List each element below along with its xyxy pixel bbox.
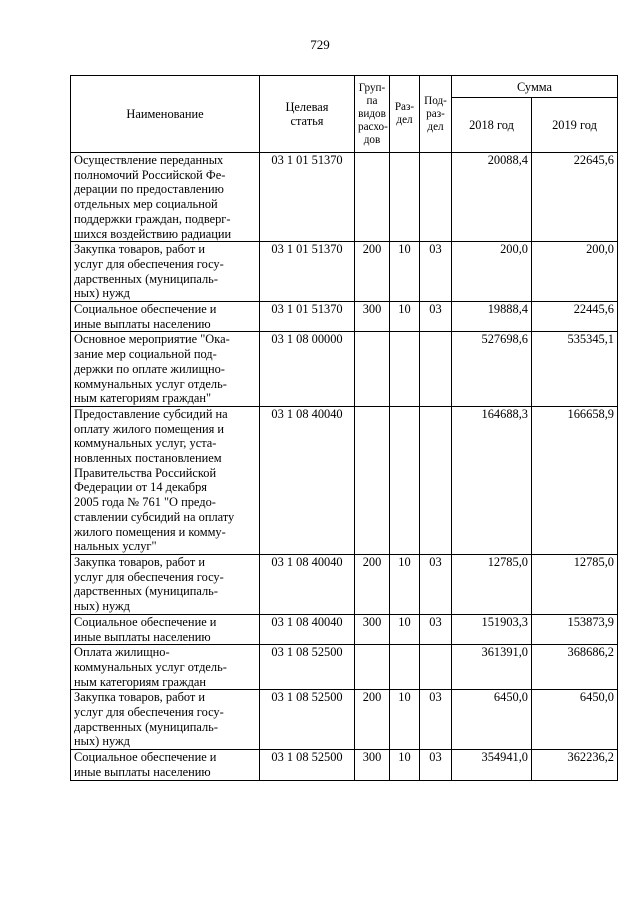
row-amount-2019: 12785,0 (532, 554, 618, 614)
row-name-line: 2005 года № 761 "О предо- (74, 495, 216, 510)
table-row (71, 302, 618, 332)
row-name-line: услуг для обеспечения госу- (74, 705, 224, 720)
table-row (71, 750, 618, 780)
row-section: 10 (390, 614, 420, 644)
row-expense-group (355, 153, 390, 242)
table-header (71, 76, 618, 153)
row-name (71, 153, 260, 242)
budget-table (70, 75, 618, 781)
header-section (390, 76, 420, 153)
row-amount-2018: 12785,0 (452, 554, 532, 614)
row-amount-2018: 164688,3 (452, 406, 532, 554)
row-expense-group (355, 406, 390, 554)
row-name-line: Осуществление переданных (74, 153, 224, 167)
row-amount-2018: 20088,4 (452, 153, 532, 242)
row-section (390, 645, 420, 690)
header-subsection-line: раз- (426, 107, 445, 120)
row-name-line: полномочий Российской Фе- (74, 167, 226, 182)
row-name-line: Социальное обеспечение и (74, 750, 217, 765)
row-amount-2018: 354941,0 (452, 750, 532, 780)
row-name (71, 690, 260, 750)
row-amount-2018: 361391,0 (452, 645, 532, 690)
row-name-line: ставлении субсидий на оплату (74, 509, 235, 524)
header-group-line: видов (358, 107, 386, 120)
row-name-line: дарственных (муниципаль- (74, 719, 218, 734)
row-name (71, 242, 260, 302)
row-name-line: Закупка товаров, работ и (74, 690, 206, 705)
row-amount-2019: 22645,6 (532, 153, 618, 242)
table-row (71, 153, 618, 242)
row-name (71, 750, 260, 780)
row-name-line: Социальное обеспечение и (74, 614, 217, 629)
row-name-line: ных) нужд (74, 734, 130, 749)
row-name (71, 614, 260, 644)
row-name-line: ным категориям граждан (74, 674, 207, 689)
row-section (390, 406, 420, 554)
row-expense-group: 300 (355, 750, 390, 780)
row-target-article: 03 1 08 52500 (260, 645, 355, 690)
page-number: 729 (310, 37, 330, 52)
row-name (71, 406, 260, 554)
row-name-line: дарственных (муниципаль- (74, 584, 218, 599)
row-section: 10 (390, 554, 420, 614)
row-name (71, 302, 260, 332)
header-group-line: расхо- (358, 120, 388, 133)
header-group-line: дов (363, 133, 381, 146)
header-subsection (420, 76, 452, 153)
row-name-line: новленных постановлением (74, 451, 222, 466)
row-target-article: 03 1 08 40040 (260, 614, 355, 644)
row-name-line: услуг для обеспечения госу- (74, 256, 224, 271)
header-target-line: Целевая (285, 100, 329, 114)
row-name (71, 554, 260, 614)
row-amount-2019: 153873,9 (532, 614, 618, 644)
table-row (71, 406, 618, 554)
row-subsection: 03 (420, 302, 452, 332)
table-row (71, 554, 618, 614)
header-subsection-line: дел (427, 120, 444, 133)
row-subsection (420, 153, 452, 242)
header-subsection-line: Под- (424, 94, 447, 107)
header-expense-group (355, 76, 390, 153)
row-name (71, 332, 260, 407)
table-row (71, 242, 618, 302)
row-name-line: иные выплаты населению (74, 316, 211, 331)
row-name-line: Оплата жилищно- (74, 645, 170, 660)
row-section: 10 (390, 302, 420, 332)
row-section (390, 153, 420, 242)
header-year-2019: 2019 год (532, 98, 618, 153)
row-target-article: 03 1 08 40040 (260, 554, 355, 614)
row-amount-2018: 200,0 (452, 242, 532, 302)
row-expense-group (355, 645, 390, 690)
table-row (71, 614, 618, 644)
row-name-line: поддержки граждан, подверг- (74, 211, 231, 226)
row-name-line: Основное мероприятие "Ока- (74, 332, 230, 347)
row-amount-2019: 22445,6 (532, 302, 618, 332)
row-name-line: иные выплаты населению (74, 764, 211, 779)
row-name-line: ных) нужд (74, 286, 130, 301)
row-subsection: 03 (420, 750, 452, 780)
row-name-line: Правительства Российской (74, 465, 217, 480)
row-subsection (420, 332, 452, 407)
header-sum: Сумма (452, 76, 618, 98)
row-name-line: ным категориям граждан" (74, 391, 212, 406)
table-row (71, 645, 618, 690)
row-name-line: иные выплаты населению (74, 629, 211, 644)
row-section: 10 (390, 242, 420, 302)
header-target-article (260, 76, 355, 153)
row-section (390, 332, 420, 407)
row-name-line: коммунальных услуг отдель- (74, 376, 227, 391)
row-target-article: 03 1 01 51370 (260, 302, 355, 332)
row-target-article: 03 1 01 51370 (260, 242, 355, 302)
row-name-line: отдельных мер социальной (74, 197, 218, 212)
row-expense-group: 200 (355, 242, 390, 302)
row-name-line: Социальное обеспечение и (74, 302, 217, 317)
row-name (71, 645, 260, 690)
row-name-line: держки по оплате жилищно- (74, 361, 225, 376)
row-subsection: 03 (420, 614, 452, 644)
row-name-line: коммунальных услуг отдель- (74, 659, 227, 674)
row-amount-2018: 6450,0 (452, 690, 532, 750)
row-name-line: жилого помещения и комму- (74, 524, 226, 539)
row-expense-group: 300 (355, 302, 390, 332)
header-group-line: Груп- (358, 81, 386, 94)
row-name-line: Закупка товаров, работ и (74, 242, 206, 257)
row-name-line: ных) нужд (74, 599, 130, 614)
row-amount-2018: 151903,3 (452, 614, 532, 644)
row-name-line: нальных услуг" (74, 539, 157, 554)
row-expense-group: 200 (355, 690, 390, 750)
row-amount-2019: 535345,1 (532, 332, 618, 407)
header-group-line: па (366, 94, 378, 107)
row-amount-2019: 6450,0 (532, 690, 618, 750)
row-name-line: Предоставление субсидий на (74, 406, 228, 421)
row-target-article: 03 1 01 51370 (260, 153, 355, 242)
row-expense-group (355, 332, 390, 407)
row-amount-2019: 368686,2 (532, 645, 618, 690)
row-name-line: услуг для обеспечения госу- (74, 569, 224, 584)
table-body (71, 153, 618, 781)
row-expense-group: 300 (355, 614, 390, 644)
row-target-article: 03 1 08 52500 (260, 690, 355, 750)
row-amount-2019: 362236,2 (532, 750, 618, 780)
row-expense-group: 200 (355, 554, 390, 614)
row-target-article: 03 1 08 52500 (260, 750, 355, 780)
header-name: Наименование (71, 76, 260, 153)
row-section: 10 (390, 750, 420, 780)
header-section-line: дел (396, 114, 413, 126)
row-name-line: коммунальных услуг, уста- (74, 436, 217, 451)
table-row (71, 332, 618, 407)
row-name-line: шихся воздействию радиации (74, 226, 232, 241)
row-subsection: 03 (420, 242, 452, 302)
row-name-line: зание мер социальной под- (74, 347, 217, 362)
row-name-line: дарственных (муниципаль- (74, 271, 218, 286)
row-amount-2019: 200,0 (532, 242, 618, 302)
row-name-line: Закупка товаров, работ и (74, 554, 206, 569)
header-target-line: статья (290, 114, 324, 128)
table-row (71, 690, 618, 750)
row-amount-2019: 166658,9 (532, 406, 618, 554)
row-subsection (420, 406, 452, 554)
row-target-article: 03 1 08 00000 (260, 332, 355, 407)
row-subsection (420, 645, 452, 690)
row-name-line: оплату жилого помещения и (74, 421, 225, 436)
row-target-article: 03 1 08 40040 (260, 406, 355, 554)
row-subsection: 03 (420, 690, 452, 750)
header-section-line: Раз- (394, 101, 415, 113)
row-amount-2018: 527698,6 (452, 332, 532, 407)
header-year-2018: 2018 год (452, 98, 532, 153)
row-section: 10 (390, 690, 420, 750)
row-subsection: 03 (420, 554, 452, 614)
row-name-line: дерации по предоставлению (74, 182, 224, 197)
row-amount-2018: 19888,4 (452, 302, 532, 332)
row-name-line: Федерации от 14 декабря (74, 480, 207, 495)
